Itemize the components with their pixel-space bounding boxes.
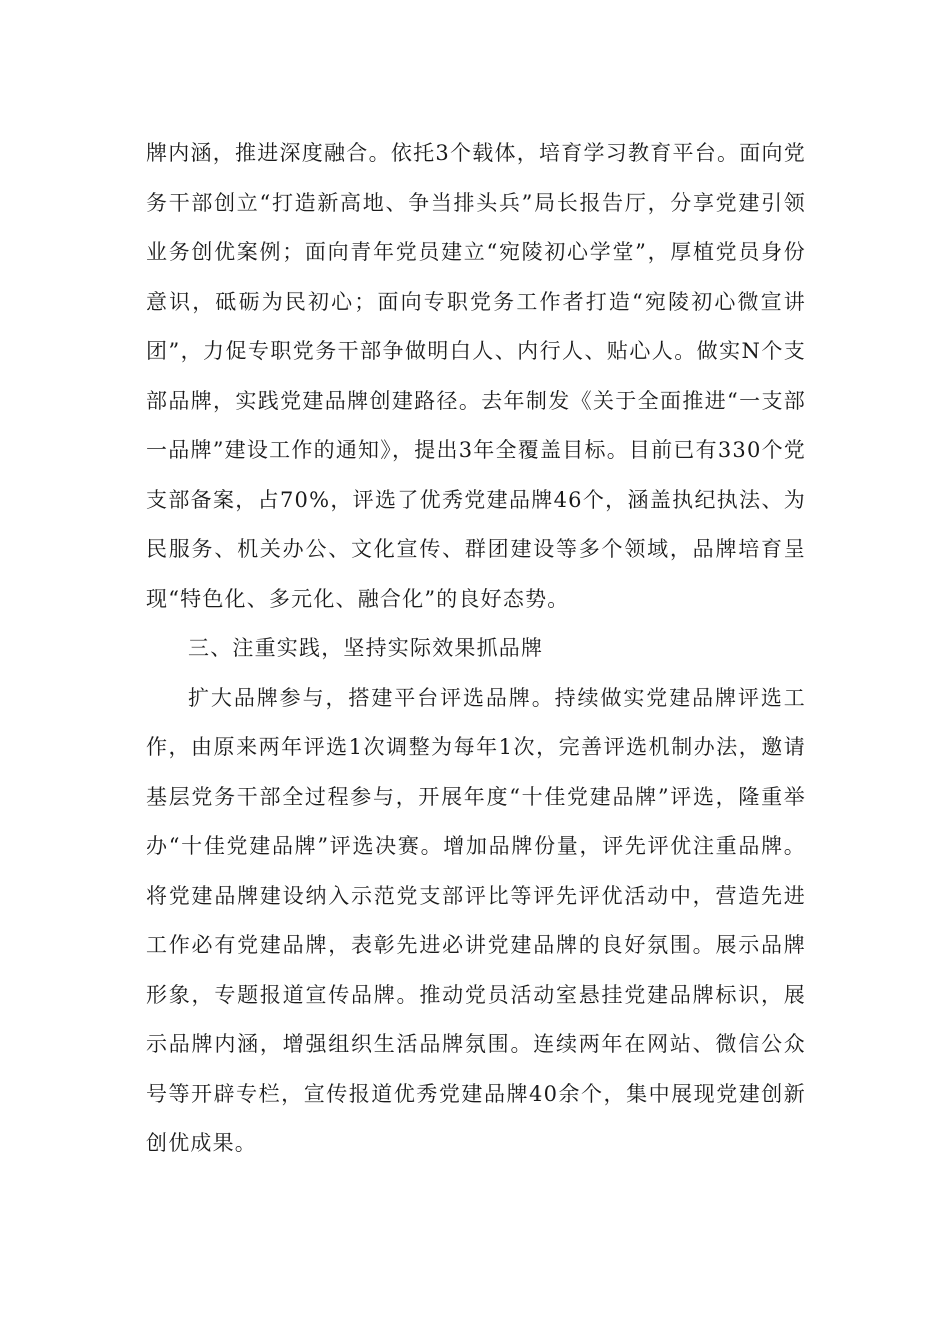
document-body	[146, 129, 806, 1169]
section-heading: 三、注重实践，坚持实际效果抓品牌	[188, 636, 544, 660]
body-paragraph-section-three: 扩大品牌参与，搭建平台评选品牌。持续做实党建品牌评选工作，由原来两年评选1次调整为每年1次，完善评选机制办法，邀请基层党务干部全过程参与，开展年度“十佳党建品牌”评选，隆重举办“十佳党建品牌”评选决赛。增加品牌份量，评先评优注重品牌。将党建品牌建设纳入示范党支部评比等评先评优活动中，营造先进工作必有党建品牌，表彰先进必讲党建品牌的良好氛围。展示品牌形象，专题报道宣传品牌。推动党员活动室悬挂党建品牌标识，展示品牌内涵，增强组织生活品牌氛围。连续两年在网站、微信公众号等开辟专栏，宣传报道优秀党建品牌40余个，集中展现党建创新创优成果。	[146, 685, 806, 1155]
body-paragraph-continuation: 牌内涵，推进深度融合。依托3个载体，培育学习教育平台。面向党务干部创立“打造新高地、争当排头兵”局长报告厅，分享党建引领业务创优案例；面向青年党员建立“宛陵初心学堂”，厚植党员身份意识，砥砺为民初心；面向专职党务工作者打造“宛陵初心微宣讲团”，力促专职党务干部争做明白人、内行人、贴心人。做实N个支部品牌，实践党建品牌创建路径。去年制发《关于全面推进“一支部一品牌”建设工作的通知》，提出3年全覆盖目标。目前已有330个党支部备案，占70%，评选了优秀党建品牌46个，涵盖执纪执法、为民服务、机关办公、文化宣传、群团建设等多个领域，品牌培育呈现“特色化、多元化、融合化”的良好态势。	[146, 141, 806, 611]
